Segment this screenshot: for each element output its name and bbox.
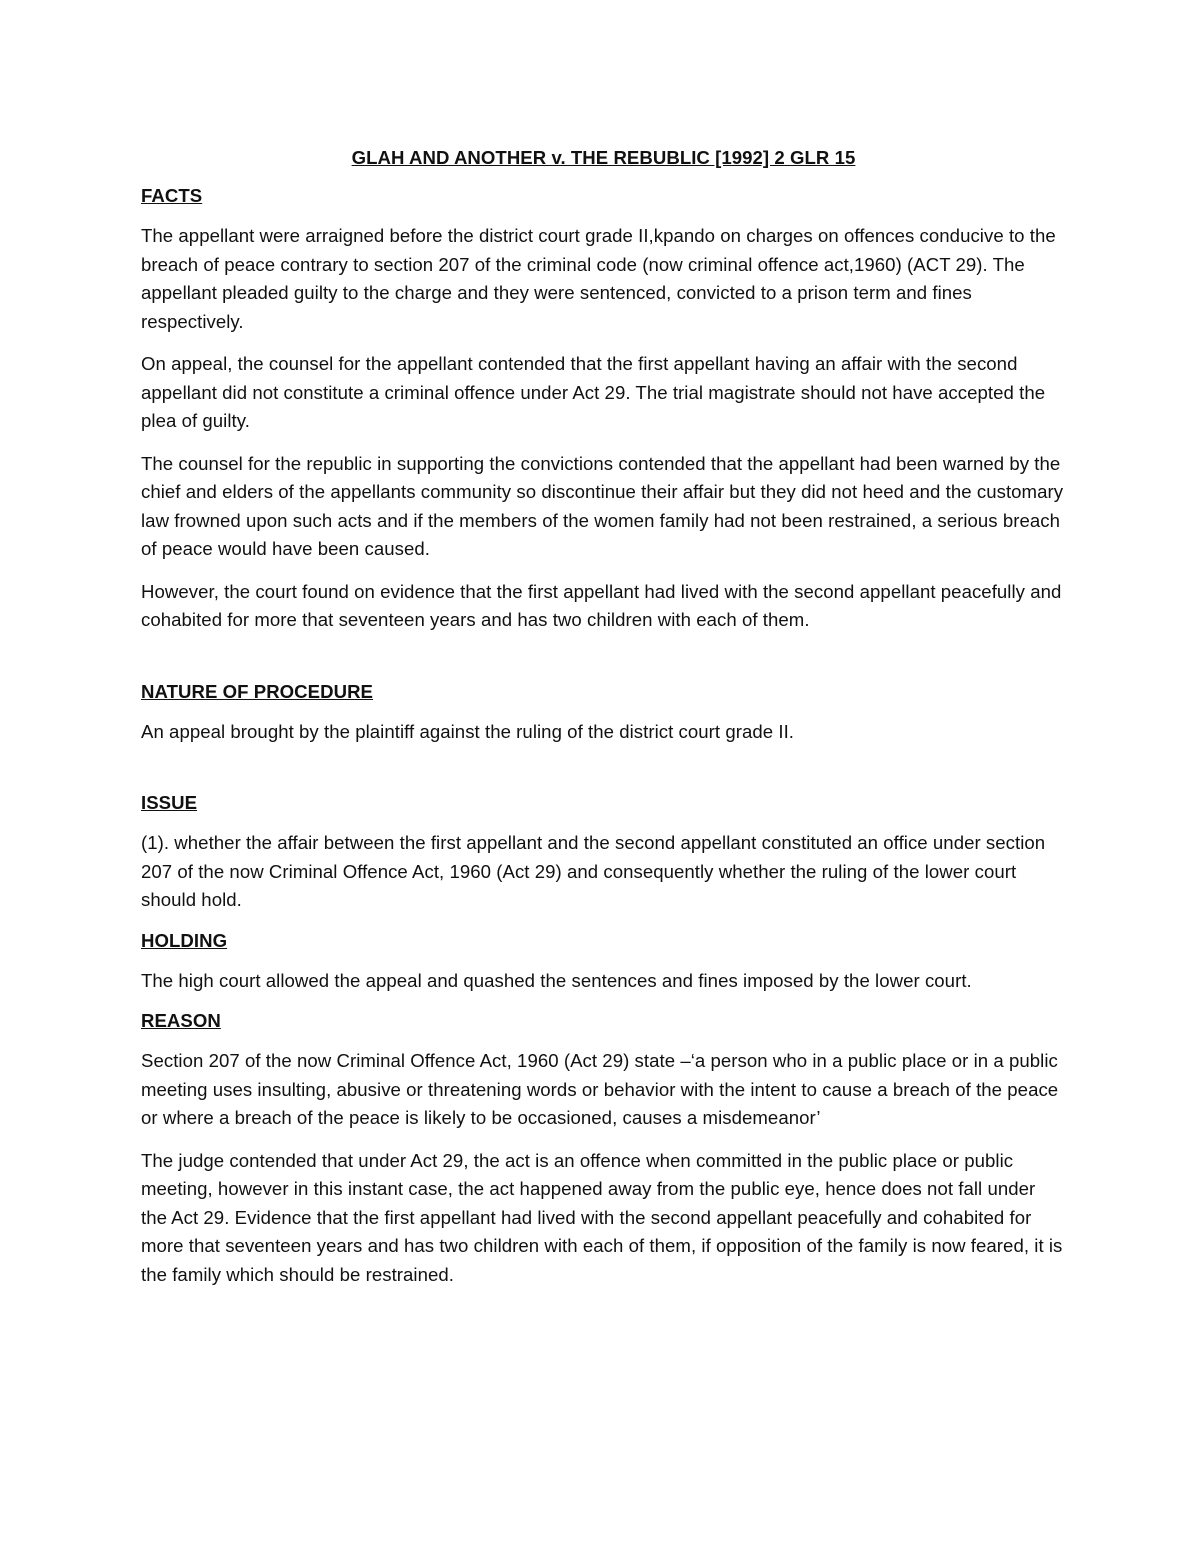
facts-paragraph-3: The counsel for the republic in supporting the convictions contended that the appellant had been warned by the chief and elders of the appellants community so discontinue their affair but they did not heed and the customary law frowned upon such acts and if the members of the women family had not been restrained, a serious breach of peace would have been caused.	[141, 452, 1064, 559]
section-spacer	[141, 649, 1066, 680]
facts-heading: FACTS	[141, 185, 203, 206]
facts-paragraph-4: However, the court found on evidence that the first appellant had lived with the second appellant peacefully and cohabited for more that seventeen years and has two children with each of them.	[141, 580, 1062, 630]
nature-of-procedure-paragraph: An appeal brought by the plaintiff against the ruling of the district court grade II.	[141, 720, 795, 742]
facts-paragraph-1: The appellant were arraigned before the district court grade II,kpando on charges on offences conducive to the breach of peace contrary to section 207 of the criminal code (now criminal offence act,1960) (ACT 29). The appellant pleaded guilty to the charge and they were sentenced, convicted to a prison term and fines respectively.	[141, 225, 1056, 332]
case-title: GLAH AND ANOTHER v. THE REBUBLIC [1992] 2 GLR 15	[351, 147, 856, 168]
section-spacer	[141, 760, 1066, 791]
holding-paragraph: The high court allowed the appeal and quashed the sentences and fines imposed by the lower court.	[141, 969, 972, 991]
issue-heading: ISSUE	[141, 792, 198, 813]
reason-paragraph-1: Section 207 of the now Criminal Offence Act, 1960 (Act 29) state –‘a person who in a public place or in a public meeting uses insulting, abusive or threatening words or behavior with the intent to cause a breach of the peace or where a breach of the peace is likely to be occasioned, causes a misdemeanor’	[141, 1050, 1059, 1128]
nature-of-procedure-heading: NATURE OF PROCEDURE	[141, 680, 374, 702]
holding-heading: HOLDING	[141, 929, 228, 951]
reason-paragraph-2: The judge contended that under Act 29, the act is an offence when committed in the public place or public meeting, however in this instant case, the act happened away from the public eye, hence does not fall under the Act 29. Evidence that the first appellant had lived with the second appellant peacefully and cohabited for more that seventeen years and has two children with each of them, if opposition of the family is now feared, it is the family which should be restrained.	[141, 1149, 1063, 1285]
document-content	[141, 146, 1066, 1303]
reason-heading: REASON	[141, 1010, 221, 1031]
issue-paragraph: (1). whether the affair between the first appellant and the second appellant constituted an office under section 207 of the now Criminal Offence Act, 1960 (Act 29) and consequently whether the ruling of the lower court should hold.	[141, 832, 1046, 910]
facts-paragraph-2: On appeal, the counsel for the appellant contended that the first appellant having an affair with the second appellant did not constitute a criminal offence under Act 29. The trial magistrate should not have accepted the plea of guilty.	[141, 353, 1046, 431]
